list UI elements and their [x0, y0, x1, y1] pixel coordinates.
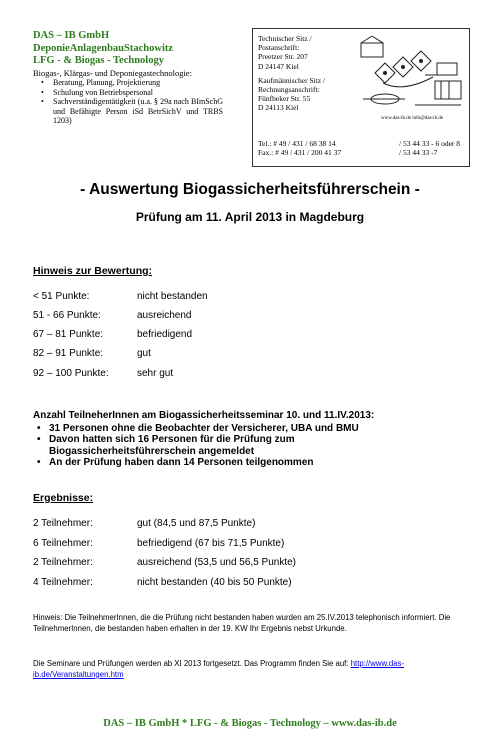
- results-row: [33, 577, 433, 589]
- rating-row: [33, 310, 333, 322]
- rating-points: < 51 Punkte:: [33, 291, 90, 302]
- results-count: 2 Teilnehmer:: [33, 557, 93, 568]
- company-field: Biogas-, Klärgas- und Deponiegastechnologie:: [33, 67, 192, 78]
- program-note: [33, 658, 473, 680]
- comm-label: Kaufmännischer Sitz /: [258, 75, 326, 85]
- participants-bullet: • An der Prüfung haben dann 14 Personen teilgenommen: [33, 457, 473, 469]
- notification-note: Hinweis: Die TeilnehmerInnen, die die Prüfung nicht bestanden haben wurden am 25.IV.2013 telephonisch informiert. Die TeilnehmerInnen, die bestanden haben erhalten in der 19. KW Ihr Ergebnis nebst Urkunde.: [33, 613, 451, 633]
- results-text: gut (84,5 und 87,5 Punkte): [137, 518, 256, 529]
- participants-section: [33, 410, 473, 469]
- phone-fax: [258, 139, 468, 157]
- participants-bullet: • Davon hatten sich 16 Personen für die Prüfung zum Biogassicherheitsführerschein angemeldet: [33, 434, 319, 457]
- results-row: [33, 518, 433, 530]
- services-list: [33, 78, 223, 126]
- tech-street: Preetzer Str. 207: [258, 52, 308, 62]
- results-text: befriedigend (67 bis 71,5 Punkte): [137, 538, 285, 549]
- service-item: • Beratung, Planung, Projektierung: [45, 78, 223, 88]
- fax2: / 53 44 33 -7: [399, 148, 438, 158]
- results-row: [33, 557, 433, 569]
- tech-city: D 24147 Kiel: [258, 61, 299, 71]
- results-text: ausreichend (53,5 und 56,5 Punkte): [137, 557, 296, 568]
- rating-points: 92 – 100 Punkte:: [33, 368, 109, 379]
- results-row: [33, 538, 433, 550]
- tech-label: Technischer Sitz /: [258, 34, 312, 43]
- results-count: 4 Teilnehmer:: [33, 577, 93, 588]
- participants-bullet: • 31 Personen ohne die Beobachter der Versicherer, UBA und BMU: [33, 423, 473, 435]
- tel2: / 53 44 33 - 6 oder 8: [399, 139, 461, 148]
- footer: DAS – IB GmbH * LFG - & Biogas - Technology – www.das-ib.de: [103, 718, 397, 729]
- rating-points: 51 - 66 Punkte:: [33, 310, 101, 321]
- participants-heading: Anzahl TeilneherInnen am Biogassicherheitsseminar 10. und 11.IV.2013:: [33, 410, 375, 421]
- results-count: 2 Teilnehmer:: [33, 518, 93, 529]
- results-heading: Ergebnisse:: [33, 492, 94, 504]
- web-info: www.das-ib.de info@das-ib.de: [381, 116, 444, 121]
- results-text: nicht bestanden (40 bis 50 Punkte): [137, 577, 292, 588]
- document-subtitle: Prüfung am 11. April 2013 in Magdeburg: [135, 210, 365, 224]
- company-name: DAS – IB GmbH: [33, 30, 110, 41]
- service-item: • Schulung von Betriebspersonal: [45, 88, 223, 98]
- service-item: • Sachverständigentätigkeit (u.a. § 29a nach BImSchG und Befähigte Person iSd BetrSichV und TRBS 1203): [45, 97, 223, 126]
- addresses: [258, 34, 358, 113]
- letterhead-left: [33, 30, 223, 126]
- rating-row: [33, 329, 333, 341]
- rating-grade: gut: [137, 348, 151, 359]
- comm-street: Fünfbeker Str. 55: [258, 94, 311, 104]
- plant-illustration-icon: [355, 33, 467, 111]
- document-title: - Auswertung Biogassicherheitsführerschein -: [80, 181, 420, 198]
- rating-row: [33, 291, 333, 303]
- tech-label2: Postanschrift:: [258, 43, 300, 53]
- company-tagline: LFG - & Biogas - Technology: [33, 55, 164, 66]
- contact-box: [252, 28, 470, 167]
- program-link[interactable]: http://www.das-ib.de/Veranstaltungen.htm: [33, 659, 404, 679]
- comm-label2: Rechnungsanschrift:: [258, 85, 320, 95]
- rating-points: 82 – 91 Punkte:: [33, 348, 104, 359]
- results-count: 6 Teilnehmer:: [33, 538, 93, 549]
- tel: Tel.: # 49 / 431 / 68 38 14: [258, 139, 336, 148]
- rating-grade: ausreichend: [137, 310, 192, 321]
- company-subname: DeponieAnlagenbauStachowitz: [33, 42, 174, 54]
- rating-row: [33, 368, 333, 380]
- program-note-text: Die Seminare und Prüfungen werden ab XI 2013 fortgesetzt. Das Programm finden Sie auf:: [33, 659, 351, 668]
- rating-heading: Hinweis zur Bewertung:: [33, 265, 153, 277]
- comm-city: D 24113 Kiel: [258, 103, 299, 113]
- rating-row: [33, 348, 333, 360]
- rating-points: 67 – 81 Punkte:: [33, 329, 104, 340]
- rating-grade: sehr gut: [137, 368, 174, 379]
- rating-grade: befriedigend: [137, 329, 193, 340]
- fax: Fax.: # 49 / 431 / 200 41 37: [258, 148, 342, 158]
- rating-grade: nicht bestanden: [137, 291, 208, 302]
